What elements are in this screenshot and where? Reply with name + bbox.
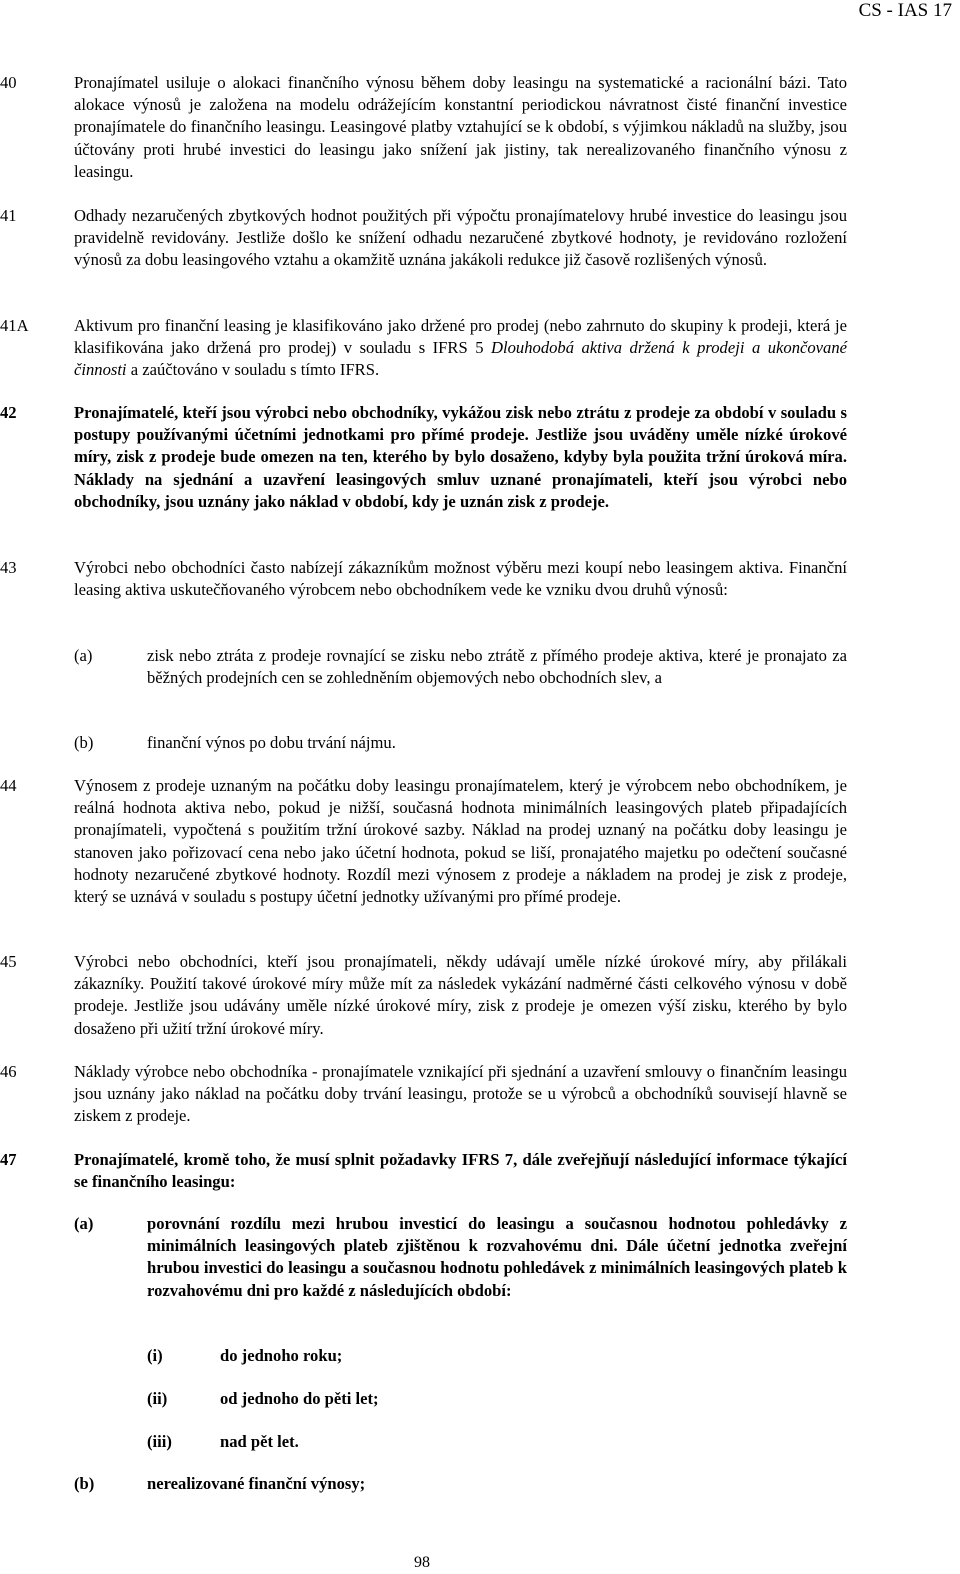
paragraph-number: 45 [0, 952, 17, 971]
paragraph-number: 41A [0, 316, 29, 335]
paragraph-text: Náklady výrobce nebo obchodníka - pronajímatele vznikající při sjednání a uzavření smlouvy o finančním leasingu jsou uznány jako náklad na počátku doby trvání leasingu, protože se u výrobců a obchodníků souvisejí hlavně se ziskem z prodeje. [74, 1062, 847, 1126]
list-item-label: (b) [74, 733, 94, 752]
paragraph-number: 46 [0, 1062, 17, 1081]
paragraph-text: Pronajímatelé, kteří jsou výrobci nebo obchodníky, vykážou zisk nebo ztrátu z prodeje za období v souladu s postupy používanými účetními jednotkami pro přímé prodeje. Jestliže jsou uváděny uměle nízké úrokové míry, zisk z prodeje bude omezen na ten, kterého by bylo dosaženo, kdyby byla použita tržní úroková míra. Náklady na sjednání a uzavření leasingových smluv uznané pronajímateli, kteří jsou výrobci nebo obchodníky, jsou uznány jako náklad v období, kdy je uznán zisk z prodeje. [74, 403, 847, 511]
list-item-label: (b) [74, 1474, 95, 1493]
paragraph-text [74, 315, 847, 382]
paragraph-number: 41 [0, 206, 17, 225]
list-item-label: (a) [74, 646, 93, 665]
page-number: 98 [414, 1554, 430, 1571]
paragraph-number: 47 [0, 1150, 17, 1169]
list-item-label: (a) [74, 1214, 94, 1233]
paragraph-text: Výnosem z prodeje uznaným na počátku doby leasingu pronajímatelem, který je výrobcem nebo obchodníkem, je reálná hodnota aktiva nebo, pokud je nižší, současná hodnota minimálních leasingových plateb připadajících pronajímateli, vypočtená s použitím tržní úrokové sazby. Náklad na prodej uznaný na počátku doby leasingu je stanoven jako pořizovací cena nebo jako účetní hodnota, pokud se liší, pronajatého majetku po odečtení současné hodnoty nezaručené zbytkové hodnoty. Rozdíl mezi výnosem z prodeje a nákladem na prodej je zisk z prodeje, který se uznává v souladu s postupy účetní jednotky užívanými pro přímé prodeje. [74, 776, 847, 907]
sublist-item-text: do jednoho roku; [220, 1346, 343, 1365]
sublist-item-label: (i) [147, 1346, 163, 1365]
paragraph-number: 43 [0, 558, 17, 577]
list-item-text: nerealizované finanční výnosy; [147, 1474, 366, 1493]
paragraph-number: 42 [0, 403, 17, 422]
paragraph-number: 40 [0, 73, 17, 92]
list-item-text: porovnání rozdílu mezi hrubou investicí do leasingu a současnou hodnotou pohledávky z minimálních leasingových plateb zjištěnou k rozvahovému dni. Dále účetní jednotka zveřejní hrubou investici do leasingu a současnou hodnotu pohledávek z minimálních leasingových plateb k rozvahovému dni pro každé z následujících období: [147, 1214, 847, 1300]
paragraph-text: Výrobci nebo obchodníci často nabízejí zákazníkům možnost výběru mezi koupí nebo leasingem aktiva. Finanční leasing aktiva uskutečňovaného výrobcem nebo obchodníkem vede ke vzniku dvou druhů výnosů: [74, 558, 847, 600]
paragraph-text: Odhady nezaručených zbytkových hodnot použitých při výpočtu pronajímatelovy hrubé investice do leasingu jsou pravidelně revidovány. Jestliže došlo ke snížení odhadu nezaručené zbytkové hodnoty, je revidováno rozložení výnosů za dobu leasingového vztahu a okamžitě uznána jakákoli redukce již časově rozlišených výnosů. [74, 206, 847, 270]
list-item-text: finanční výnos po dobu trvání nájmu. [147, 733, 396, 752]
text-segment: Aktivum pro finanční leasing je klasifikováno jako držené pro prodej (nebo zahrnuto do skupiny k prodeji, která je klasifikována jako držená pro prodej) v souladu s IFRS 5 [74, 316, 847, 358]
sublist-item-text: nad pět let. [220, 1432, 299, 1451]
sublist-item-label: (iii) [147, 1432, 172, 1451]
paragraph-text: Pronajímatel usiluje o alokaci finančního výnosu během doby leasingu na systematické a racionální bázi. Tato alokace výnosů je založena na modelu odrážejícím konstantní periodickou návratnost čisté finanční investice pronajímatele do finančního leasingu. Leasingové platby vztahující se k období, s výjimkou nákladů na služby, jsou účtovány proti hrubé investici do leasingu jako snížení jak jistiny, tak nerealizovaného finančního výnosu z leasingu. [74, 73, 847, 181]
sublist-item-text: od jednoho do pěti let; [220, 1389, 379, 1408]
standard-title-italic: Dlouhodobá aktiva držená k prodeji a ukončované činnosti [74, 338, 847, 380]
sublist-item-label: (ii) [147, 1389, 168, 1408]
list-item-text: zisk nebo ztráta z prodeje rovnající se zisku nebo ztrátě z přímého prodeje aktiva, které je pronajato za běžných prodejních cen se zohledněním objemových nebo obchodních slev, a [147, 646, 847, 688]
paragraph-number: 44 [0, 776, 17, 795]
document-header: CS - IAS 17 [858, 0, 952, 21]
paragraph-text: Pronajímatelé, kromě toho, že musí splnit požadavky IFRS 7, dále zveřejňují následující informace týkající se finančního leasingu: [74, 1150, 847, 1192]
paragraph-text: Výrobci nebo obchodníci, kteří jsou pronajímateli, někdy udávají uměle nízké úrokové míry, aby přilákali zákazníky. Použití takové úrokové míry může mít za následek vykázání nadměrné části celkového výnosu v době prodeje. Jestliže jsou udávány uměle nízké úrokové míry, zisk z prodeje je omezen výší zisku, kterého by bylo dosaženo při užití tržní úrokové míry. [74, 952, 847, 1038]
text-segment: a zaúčtováno v souladu s tímto IFRS. [126, 360, 380, 380]
